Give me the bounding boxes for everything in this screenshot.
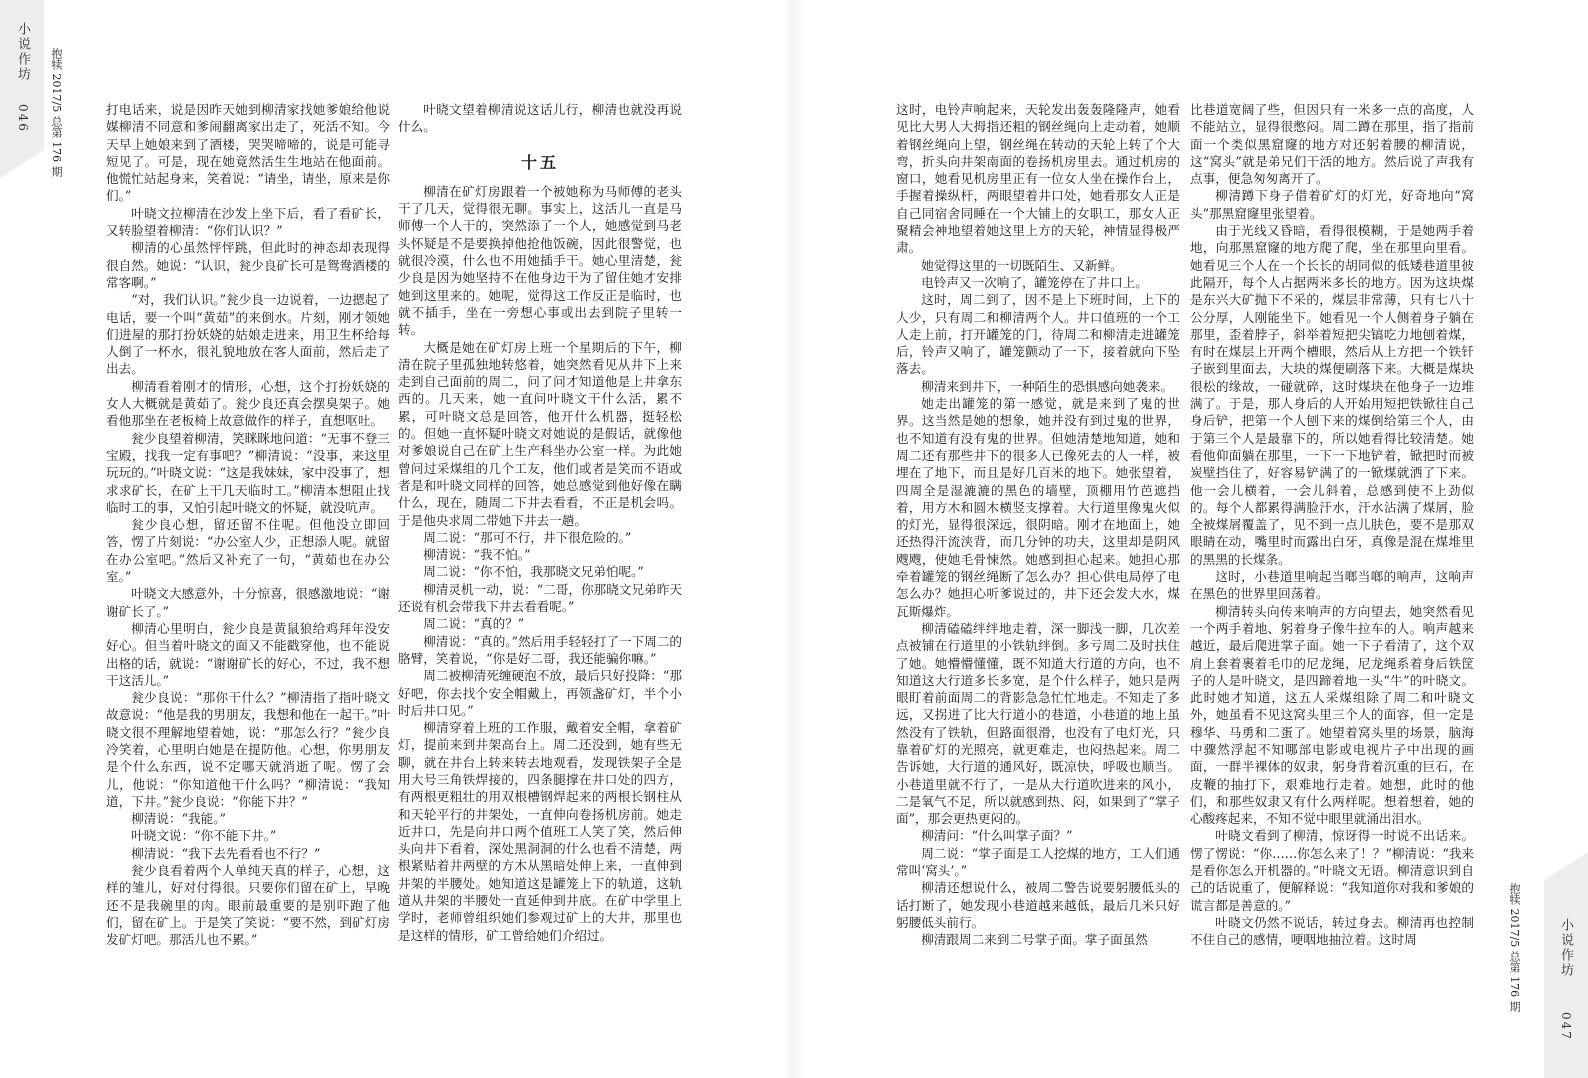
paragraph: 瓮少良望着柳清，笑眯眯地问道：“无事不登三宝殿，找我一定有事吧？”柳清说：“没事，来这里玩玩的。”叶晓文说：“这是我妹妹，家中没事了，想求求矿长，在矿上干几天临时工。”柳清本想阻止找临时工的事，又怕引起叶晓文的怀疑，就没吭声。 (106, 430, 390, 515)
paragraph: 柳清心里明白，瓮少良是黄鼠狼给鸡拜年没安好心。但当着叶晓文的面又不能戳穿他，也不能说出格的话，就说：“谢谢矿长的好心，不过，我不想干这活儿。” (106, 620, 390, 688)
paragraph: 叶晓文说：“你不能下井。” (131, 828, 277, 844)
paragraph: 柳清磕磕绊绊地走着，深一脚浅一脚，几次差点被铺在行道里的小铁轨绊倒。多亏周二及时扶住了她。她懵懵懂懂，既不知道大行道的方向，也不知道这大行道多长多宽，是个什么样子，她只是两眼盯着前面周二的背影急急忙忙地走。不知走了多远，又拐进了比大行道小的巷道，小巷道的地上虽然没有了铁轨，但路面很滑，也没有了电灯光，只靠着矿灯的光照亮，就更难走，也闷热起来。周二告诉她，大行道的通风好，既凉快，呼吸也顺当。小巷道里就不行了，一是从大行道吹进来的风小，二是氧气不足，所以就感到热、闷，如果到了“掌子面”，那会更热更闷的。 (896, 620, 1180, 827)
paragraph: 周二说：“掌子面是工人挖煤的地方，工人们通常叫‘窝头’。” (896, 845, 1180, 879)
text-column-1 (106, 101, 390, 949)
chapter-heading: 十五 (520, 152, 559, 172)
paragraph: 周二被柳清死缠硬泡不放，最后只好投降：“那好吧，你去找个安全帽戴上，再领盏矿灯，半个小时后井口见。” (398, 668, 682, 718)
paragraph: 柳清穿着上班的工作服，戴着安全帽，拿着矿灯，提前来到井架高台上。周二还没到，她有些无聊，就在井台上转来转去地观看，发现铁架子全是用大号三角铁焊接的，四条腿撑在井口处的四方，有两根更粗壮的用双根槽钢焊起来的两根长钢柱从和天轮平行的井架处，一直伸向卷扬机房前。她走近井口，先是向井口两个值班工人笑了笑，然后伸头向井下看着，深处黑洞洞的什么也看不清楚，两根紧贴着井两壁的方木从黑暗处伸上来，一直伸到井架的半腰处。她知道这是罐笼上下的轨道，这轨道从井架的半腰处一直延伸到井底。在矿中学里上学时，老师曾组织她们参观过矿上的大井，那里也是这样的情形，矿工曾给她们介绍过。 (398, 720, 682, 943)
paragraph: 周二说：“真的？” (423, 616, 525, 632)
paragraph: 由于光线又昏暗，看得很模糊，于是她两手着地，向那黑窟窿的地方爬了爬，坐在那里向里看。她看见三个人在一个长长的胡同似的低矮巷道里彼此隔开，每个人占据两米多长的地方。因为这块煤是东兴大矿抛下不采的，煤层非常薄，只有七八十公分厚，人刚能坐下。她看见一个人侧着身子躺在那里，歪着脖子，斜举着短把尖镐吃力地刨着煤，有时在煤层上开两个槽眼，然后从上方把一个铁钎子嵌到里面去，大块的煤便刷落下来。大概是煤块很松的缘故，一碰就碎，这时煤块在他身子一边堆满了。于是，那人身后的人开始用短把铁锨往自己身后铲，把第一个人刨下来的煤倒给第三个人，由于第三个人是最靠下的，所以她看得比较清楚。她看他仰面躺在那里，一下一下地铲着，锨把时而被炭壁挡住了，好容易铲满了的一锨煤就洒了下来。他一会儿横着，一会儿斜着，总感到使不上劲似的。每个人都累得满脸汗水，汗水沾满了煤屑，脸全被煤屑覆盖了，见不到一点儿肤色，要不是那双眼睛在动，嘴里时而露出白牙，真像是混在煤堆里的黑黑的长煤条。 (1190, 223, 1474, 567)
paragraph: 电铃声又一次响了，罐笼停在了井口上。 (921, 274, 1148, 290)
page-gutter (784, 0, 804, 1078)
page-number-right: 047 (1559, 1012, 1573, 1041)
paragraph: 叶晓文拉柳清在沙发上坐下后，看了看矿长，又转脸望着柳清：“你们认识？” (106, 205, 390, 239)
issue-info-right: 抱犊 2017/5 总第 176 期 (1508, 883, 1521, 1012)
paragraph: 叶晓文仍然不说话，转过身去。柳清再也控制不住自己的感情，哽咽地抽泣着。这时周 (1190, 914, 1474, 948)
section-title-right: 小说作坊 (1558, 918, 1573, 978)
paragraph: “对，我们认识。”瓮少良一边说着，一边摁起了电话，要一个叫“黄茹”的来倒水。片刻，刚才领她们进屋的那打扮妖娆的姑娘走进来，用卫生杯给每人倒了一杯水，很礼貌地放在客人面前，然后走了出去。 (106, 292, 390, 377)
paragraph: 柳清跟周二来到二号掌子面。掌子面虽然 (921, 932, 1148, 948)
text-column-2 (398, 101, 682, 944)
paragraph: 柳清蹲下身子借着矿灯的灯光，好奇地向“窝头”那黑窟窿里张望着。 (1190, 188, 1474, 221)
paragraph: 叶晓文看到了柳清，惊讶得一时说不出话来。愣了愣说：“你……你怎么来了！？”柳清说：“我来是看你怎么开机器的。”叶晓文无语。柳清意识到自己的话说重了，便解释说：“我知道你对我和爹娘的谎言都是善意的。” (1190, 828, 1474, 913)
paragraph: 柳清还想说什么，被周二警告说要躬腰低头的话打断了，她发现小巷道越来越低，最后几米只好躬腰低头前行。 (896, 880, 1180, 930)
right-section-tab (1544, 880, 1588, 1078)
paragraph: 周二说：“那可不行，井下很危险的。” (423, 529, 632, 545)
paragraph: 大概是她在矿灯房上班一个星期后的下午，柳清在院子里孤独地转悠着，她突然看见从井下上来走到自己面前的周二，问了问才知道他是上井拿东西的。几天来，她一直问叶晓文干什么活，累不累，可叶晓文总是回答，他开什么机器，挺轻松的。但她一直怀疑叶晓文对她说的是假话，就像他对爹娘说自己在矿上生产科坐办公室一样。为此她曾问过采煤组的几个工友，他们或者是笑而不语或者是和叶晓文同样的回答，她总感觉到他好像在瞒什么，现在，随周二下井去看看，不正是机会吗。于是他央求周二带她下井去一趟。 (398, 339, 682, 528)
paragraph: 比巷道宽阔了些，但因只有一米多一点的高度，人不能站立，显得很憋闷。周二蹲在那里，指了指前面一个类似黑窟窿的地方对还躬着腰的柳清说，这“窝头”就是弟兄们干活的地方。然后说了声我有点事，便急匆匆离开了。 (1190, 102, 1474, 187)
paragraph: 叶晓文望着柳清说这话儿行，柳清也就没再说什么。 (398, 102, 682, 135)
section-title-left: 小说作坊 (15, 22, 30, 82)
paragraph: 柳清说：“我能。” (131, 811, 226, 827)
paragraph: 这时，电铃声响起来，天轮发出轰轰隆隆声，她看见比大男人大拇指还粗的钢丝绳向上走动着，她顺着钢丝绳向上望，钢丝绳在转动的天轮上转了个大弯，折头向井架南面的卷扬机房里去。通过机房的窗口，她看见机房里正有一位女人坐在操作台上，手握着操纵杆，两眼望着井口处，她看那女人正是自己同宿舍同睡在一个大铺上的女职工，那女人正聚精会神地望着她这里上方的天轮，神情显得极严肃。 (896, 102, 1180, 256)
paragraph: 柳清问：“什么叫掌子面？” (921, 828, 1073, 844)
issue-info-left: 抱犊 2017/5 总第 176 期 (50, 48, 63, 177)
paragraph: 瓮少良心想，留还留不住呢。但他没立即回答，愣了片刻说：“办公室人少，正想添人呢。就留在办公室吧。”然后又补充了一句，“黄茹也在办公室。” (106, 517, 390, 585)
paragraph: 柳清的心虽然怦怦跳，但此时的神态却表现得很自然。她说：“认识，瓮少良矿长可是鸳鸯酒楼的常客啊。” (106, 240, 390, 290)
paragraph: 柳清转头向传来响声的方向望去，她突然看见一个两手着地、躬着身子像牛拉车的人。响声越来越近，最后爬进掌子面。她一下子看清了，这个双肩上套着裹着毛巾的尼龙绳，尼龙绳系着身后铁筐子的人是叶晓文，是四蹄着地一头“牛”的叶晓文。此时她才知道，这五人采煤组除了周二和叶晓文外，她虽看不见这窝头里三个人的面容，但一定是穆华、马勇和二蛋了。她望着窝头里的场景，脑海中骤然浮起不知哪部电影或电视片子中出现的画面，一群半裸体的奴隶，躬身背着沉重的巨石，在皮鞭的抽打下，艰难地行走着。她想，此时的他们，和那些奴隶又有什么两样呢。想着想着，她的心酸疼起来，不知不觉中眼里就涌出泪水。 (1190, 603, 1474, 827)
text-column-4 (1190, 101, 1474, 949)
paragraph: 她走出罐笼的第一感觉，就是来到了鬼的世界。这当然是她的想象，她并没有到过鬼的世界，也不知道有没有鬼的世界。但她清楚地知道，她和周二还有那些井下的很多人已像死去的人一样，被埋在了地下，而且是好几百米的地下。她张望着，四周全是湿漉漉的黑色的墙壁，顶棚用竹芭遮挡着，用方木和圆木横竖支撑着。大行道里像鬼火似的灯光，显得很深远，很阴暗。刚才在地面上，她还热得汗流浃背，而几分钟的功夫，这里却是阴风飕飕，使她毛骨悚然。她感到担心起来。她担心那牵着罐笼的钢丝绳断了怎么办？担心供电局停了电怎么办？她担心听爹说过的，井下还会发大水，煤瓦斯爆炸。 (896, 396, 1180, 619)
paragraph: 她觉得这里的一切既陌生、又新鲜。 (921, 257, 1123, 273)
paragraph: 周二说：“你不怕，我那晓文兄弟怕呢。” (423, 564, 644, 580)
left-section-tab (0, 0, 44, 150)
paragraph: 柳清看着刚才的情形，心想，这个打扮妖娆的女人大概就是黄茹了。瓮少良还真会摆臭架子。她看他那坐在老板椅上故意做作的样子，直想呕吐。 (106, 378, 390, 429)
paragraph: 瓮少良说：“那你干什么？”柳清指了指叶晓文故意说：“他是我的男朋友，我想和他在一起干。”叶晓文很不理解地望着她，说：“那怎么行？”瓮少良冷笑着，心里明白她是在提防他。心想，你男朋友是个什么东西，说不定哪天就消逝了呢。愣了会儿，他说：“你知道他干什么吗？”柳清说：“我知道，下井。”瓮少良说：“你能下井？” (106, 690, 390, 809)
paragraph: 柳清灵机一动，说：“二哥，你那晓文兄弟昨天还说有机会带我下井去看看呢。” (398, 581, 682, 615)
paragraph: 柳清说：“我不怕。” (423, 547, 531, 563)
paragraph: 叶晓文大感意外，十分惊喜，很感激地说：“谢谢矿长了。” (106, 586, 390, 619)
paragraph: 柳清来到井下，一种陌生的恐惧感向她袭来。 (921, 378, 1174, 394)
text-column-3 (896, 101, 1180, 949)
paragraph: 柳清在矿灯房跟着一个被她称为马师傅的老头干了几天，觉得很无聊。事实上，这活儿一直是马师傅一个人干的，突然添了一个人，她感觉到马老头怀疑是不是要换掉他抢他饭碗，因此很警觉，也就很冷漠，什么也不用她插手干。她心里清楚，瓮少良是因为她坚持不在他身边干为了留住她才安排她到这里来的。她呢，觉得这工作反正是临时，也就不插手，坐在一旁想心事或出去到院子里转一转。 (398, 183, 682, 338)
page-number-left: 046 (16, 104, 30, 133)
paragraph: 柳清说：“真的。”然后用手轻轻打了一下周二的胳臂，笑着说，“你是好二哥，我还能骗你嘛。” (398, 633, 682, 666)
paragraph: 柳清说：“我下去先看看也不行？” (131, 845, 321, 861)
paragraph: 这时，小巷道里响起当啷当啷的响声，这响声在黑色的世界里回荡着。 (1190, 569, 1474, 602)
paragraph: 瓮少良看着两个人单纯天真的样子，心想，这样的雏儿，好对付得很。只要你们留在矿上，早晚还不是我碗里的肉。眼前最重要的是别吓跑了他们，留在矿上。于是笑了笑说：“要不然，到矿灯房发矿灯吧。那活儿也不累。” (106, 863, 390, 948)
paragraph: 这时，周二到了，因不是上下班时间，上下的人少，只有周二和柳清两个人。井口值班的一个工人走上前，打开罐笼的门，待周二和柳清走进罐笼后，铃声又响了，罐笼颤动了一下，接着就向下坠落去。 (896, 292, 1180, 377)
paragraph: 打电话来，说是因昨天她到柳清家找她爹娘给他说媒柳清不同意和爹闹翻离家出走了，死活不知。今天早上她娘来到了酒楼，哭哭啼啼的，说是可能寻短见了。可是，现在她竟然活生生地站在他面前。他慌忙站起身来，笑着说：“请坐，请坐，原来是你们。” (106, 102, 390, 204)
